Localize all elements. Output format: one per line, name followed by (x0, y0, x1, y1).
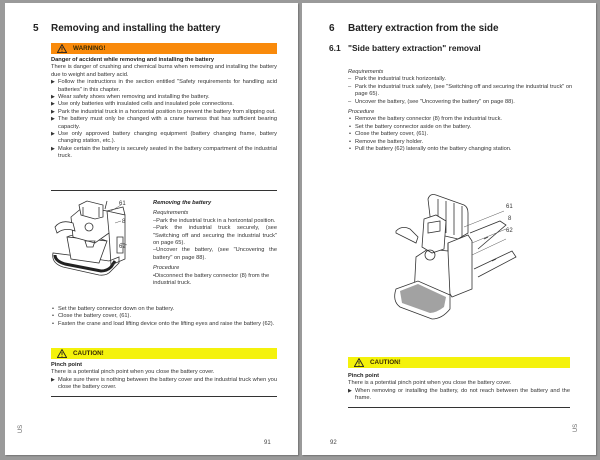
warning-bullet: ▶ The battery must only be changed with a crane harness that has sufficient bearing capacity. (51, 116, 277, 131)
procedure-item: • Set the battery connector aside on the battery. (348, 124, 574, 131)
caution-bullet: ▶ Make sure there is nothing between the battery cover and the industrial truck when you close the battery cover. (51, 377, 277, 392)
procedure-item: • Close the battery cover, (61). (348, 131, 574, 138)
pallet-truck-illustration (49, 197, 129, 277)
region-label: US (18, 424, 25, 434)
callout-8: 8 (508, 216, 512, 222)
callout-8: 8 (122, 219, 126, 225)
warning-body (51, 57, 277, 161)
warning-banner (51, 43, 277, 54)
caution-intro: There is a potential pinch point when you close the battery cover. (348, 380, 512, 387)
pallet-truck-drawing-icon (49, 197, 129, 277)
page-number: 91 (264, 440, 271, 446)
warning-end-rule (51, 190, 277, 191)
pallet-truck-illustration (388, 191, 518, 323)
caution-label: CAUTION! (370, 359, 401, 366)
warning-bullet: ▶ Use only approved battery changing equipment (battery changing frame, battery changing station, etc.). (51, 131, 277, 146)
procedure-item: • Close the battery cover, (61). (51, 313, 277, 320)
warning-triangle-icon (57, 44, 67, 53)
callout-62: 62 (506, 228, 513, 234)
chapter-number: 5 (33, 23, 39, 34)
callout-62: 62 (119, 244, 126, 250)
requirement-item: – Park the industrial truck horizontally. (348, 76, 574, 83)
pallet-truck-side-drawing-icon (388, 191, 518, 323)
caution-body (51, 362, 277, 392)
warning-bullet: ▶ Follow the instructions in the section entitled "Safety requirements for handling acid batteries" in this chapter. (51, 79, 277, 94)
warning-bullet: ▶ Park the industrial truck in a horizontal position to prevent the battery from slipping out. (51, 109, 277, 116)
removing-battery-section (153, 200, 277, 287)
section-number: 6.1 (329, 43, 341, 53)
caution-body (348, 373, 570, 403)
caution-end-rule (348, 407, 570, 408)
region-label: US (573, 423, 580, 433)
page-number: 92 (330, 440, 337, 446)
procedure-item: • Set the battery connector down on the battery. (51, 306, 277, 313)
requirement-item: – Park the industrial truck safely, (see "Switching off and securing the industrial truck" on page 65). (348, 84, 574, 99)
warning-label: WARNING! (73, 45, 106, 52)
procedure-label: Procedure (153, 265, 180, 272)
chapter-title: Removing and installing the battery (51, 23, 221, 34)
callout-61: 61 (119, 201, 126, 207)
requirement-item: –Park the industrial truck in a horizontal position. (153, 217, 276, 224)
chapter-title: Battery extraction from the side (348, 23, 499, 34)
warning-bullet: ▶ Make certain the battery is securely seated in the battery compartment of the industrial truck. (51, 146, 277, 161)
procedure-item: • Remove the battery holder. (348, 139, 574, 146)
procedure-label: Procedure (348, 109, 375, 116)
requirements-label: Requirements (153, 210, 189, 217)
caution-banner (348, 357, 570, 368)
requirement-item: – Uncover the battery, (see "Uncovering the battery" on page 88). (348, 99, 574, 106)
warning-triangle-icon (57, 349, 67, 358)
procedure-item: • Remove the battery connector (8) from the industrial truck. (348, 116, 574, 123)
removing-battery-title: Removing the battery (153, 200, 212, 206)
side-extraction-steps (348, 69, 574, 153)
caution-label: CAUTION! (73, 350, 104, 357)
requirements-label: Requirements (348, 69, 384, 75)
warning-bullet: ▶ Wear safety shoes when removing and installing the battery. (51, 94, 277, 101)
warning-heading: Danger of accident while removing and installing the battery (51, 57, 215, 63)
chapter-number: 6 (329, 23, 335, 34)
procedure-item: • Fasten the crane and load lifting device onto the lifting eyes and raise the battery (62). (51, 321, 277, 328)
warning-triangle-icon (354, 358, 364, 367)
page-92 (302, 3, 596, 455)
page-91 (5, 3, 298, 455)
procedure-continued (51, 306, 277, 328)
section-title: "Side battery extraction" removal (348, 43, 481, 53)
caution-banner (51, 348, 277, 359)
warning-bullet: ▶ Use only batteries with insulated cells and insulated pole connections. (51, 101, 277, 108)
caution-heading: Pinch point (51, 362, 82, 368)
warning-intro: There is danger of crushing and chemical burns when removing and installing the battery due to weight and battery acid. (51, 64, 277, 78)
caution-bullet: ▶ When removing or installing the battery, do not reach between the battery and the frame. (348, 388, 570, 403)
caution-end-rule (51, 396, 277, 397)
procedure-item: •Disconnect the battery connector (8) from the industrial truck. (153, 272, 270, 287)
procedure-item: • Pull the battery (62) laterally onto the battery changing station. (348, 146, 574, 153)
requirement-item: –Park the industrial truck securely, (see "Switching off and securing the industrial truck" on page 65). (153, 225, 277, 247)
caution-heading: Pinch point (348, 373, 379, 379)
requirement-item: –Uncover the battery, (see "Uncovering the battery" on page 88). (153, 247, 277, 261)
callout-61: 61 (506, 204, 513, 210)
caution-intro: There is a potential pinch point when you close the battery cover. (51, 369, 215, 376)
